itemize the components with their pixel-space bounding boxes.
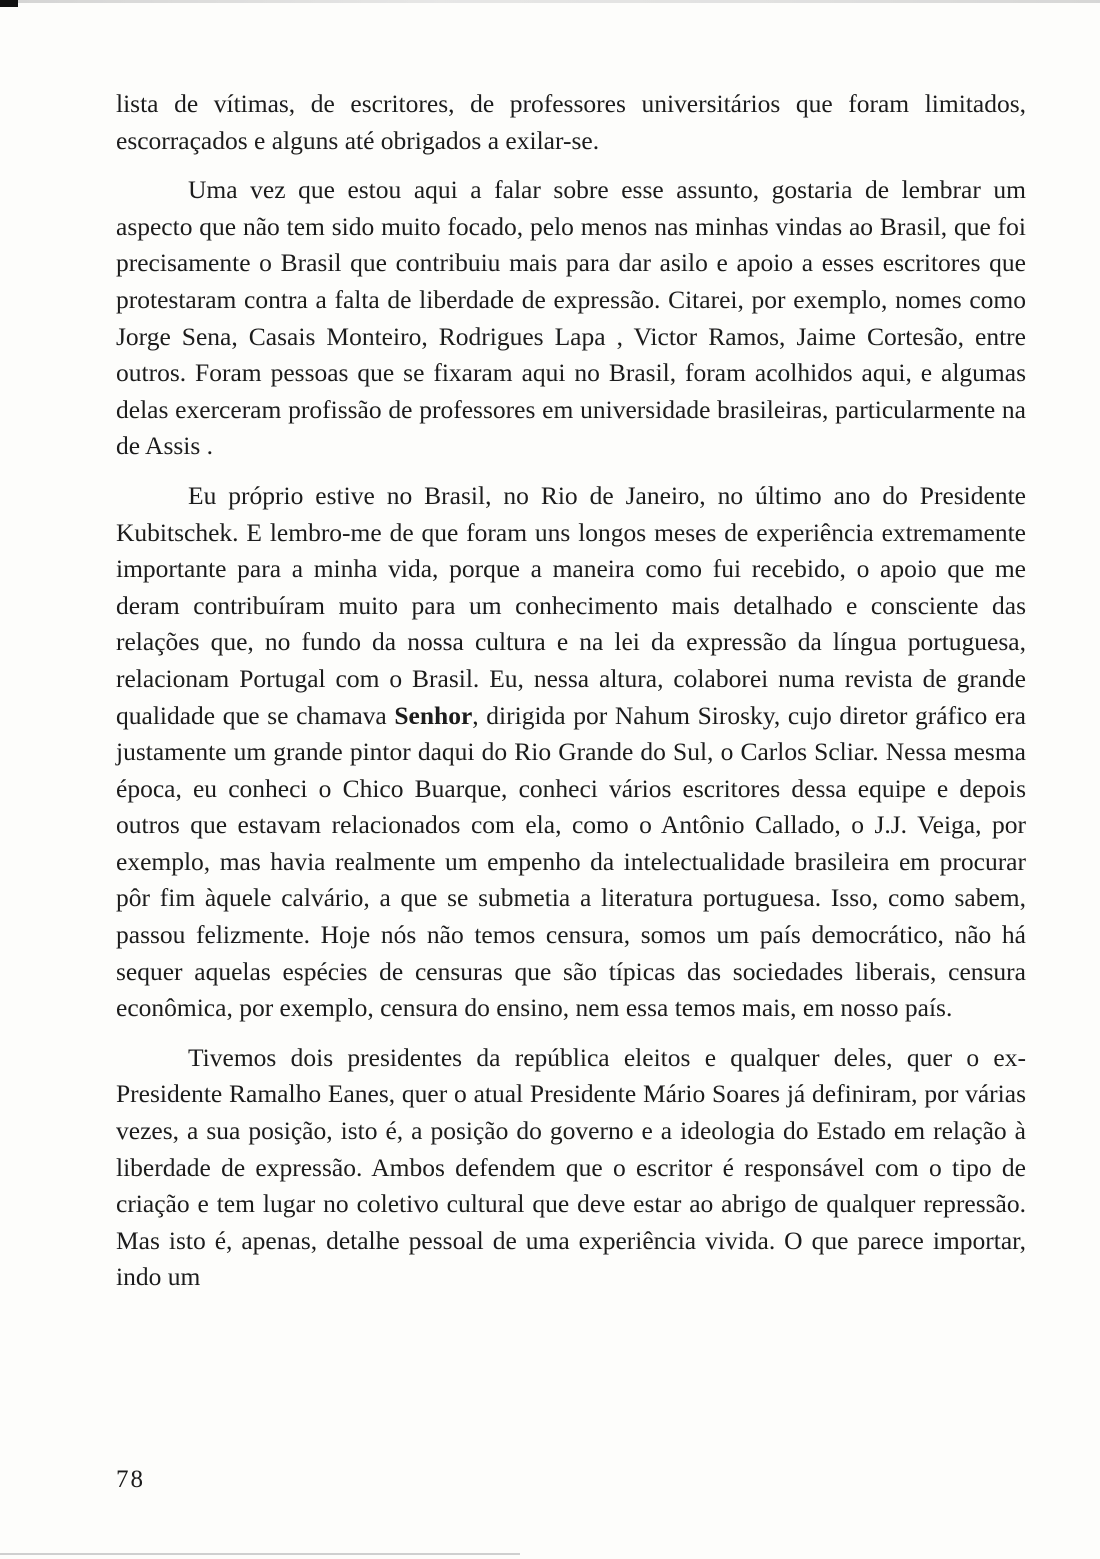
paragraph-4: Tivemos dois presidentes da república eleitos e qualquer deles, quer o ex-Presidente Ramalho Eanes, quer o atual Presidente Mário Soares já definiram, por várias vezes, a sua posição, isto é, a posição do governo e a ideologia do Estado em relação à liberdade de expressão. Ambos defendem que o escritor é responsável com o tipo de criação e tem lugar no coletivo cultural que deve estar ao abrigo de qualquer repressão. Mas isto é, apenas, detalhe pessoal de uma experiência vivida. O que parece importar, indo um [116,1042,1026,1292]
magazine-title: Senhor [394,700,473,730]
paragraph-1: lista de vítimas, de escritores, de professores universitários que foram limitados, escorraçados e alguns até obrigados a exilar-se. [116,89,1026,155]
paragraph-3-text-before: Eu próprio estive no Brasil, no Rio de Janeiro, no último ano do Presidente Kubitschek. E lembro-me de que foram uns longos meses de experiência extremamente importante para a minha vida, porque a maneira como fui recebido, o apoio que me deram contribuíram muito para um conhecimento mais detalhado e consciente das relações que, no fundo da nossa cultura e na lei da expressão da língua portuguesa, relacionam Portugal com o Brasil. Eu, nessa altura, colaborei numa revista de grande qualidade que se chamava [116,480,1026,730]
page-number: 78 [116,1466,145,1493]
scan-edge-top [0,0,1100,3]
paragraph-3 [116,478,1026,1027]
paragraph-2: Uma vez que estou aqui a falar sobre esse assunto, gostaria de lembrar um aspecto que não tem sido muito focado, pelo menos nas minhas vindas ao Brasil, que foi precisamente o Brasil que contribuiu mais para dar asilo e apoio a esses escritores que protestaram contra a falta de liberdade de expressão. Citarei, por exemplo, nomes como Jorge Sena, Casais Monteiro, Rodrigues Lapa , Victor Ramos, Jaime Cortesão, entre outros. Foram pessoas que se fixaram aqui no Brasil, foram acolhidos aqui, e algumas delas exerceram profissão de professores em universidade brasileiras, particularmente na de Assis . [116,175,1026,461]
scan-edge-bottom [0,1553,520,1555]
paragraph-3-text-after: , dirigida por Nahum Sirosky, cujo diretor gráfico era justamente um grande pintor daqui do Rio Grande do Sul, o Carlos Scliar. Nessa mesma época, eu conheci o Chico Buarque, conheci vários escritores dessa equipe e depois outros que estavam relacionados com ela, como o Antônio Callado, o J.J. Veiga, por exemplo, mas havia realmente um empenho da intelectualidade brasileira em procurar pôr fim àquele calvário, a que se submetia a literatura portuguesa. Isso, como sabem, passou felizmente. Hoje nós não temos censura, somos um país democrático, não há sequer aquelas espécies de censuras que são típicas das sociedades liberais, censura econômica, por exemplo, censura do ensino, nem essa temos mais, em nosso país. [116,700,1026,1023]
scan-mark [0,0,18,7]
body-text [116,86,1026,1309]
